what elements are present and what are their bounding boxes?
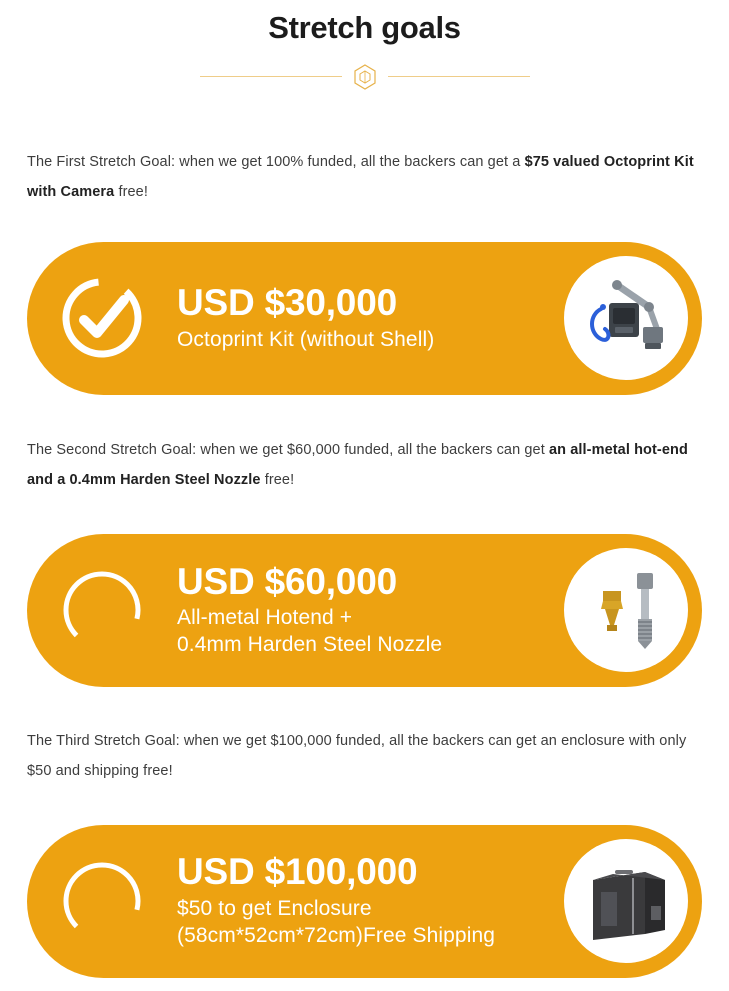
goal-description-line1: $50 to get Enclosure	[177, 897, 372, 921]
page-header	[27, 0, 702, 92]
octoprint-kit-photo	[564, 256, 688, 380]
text-segment: The Third Stretch Goal: when we get $100,000 funded, all the backers can get an enclosure with only $50 and shipping free!	[27, 732, 687, 780]
goal-bar-60000	[27, 534, 702, 687]
partial-circle-icon	[27, 859, 177, 943]
goal-amount: USD $60,000	[177, 560, 397, 602]
goal-amount: USD $100,000	[177, 851, 418, 893]
text-segment-bold: $75 valued Octoprint Kit with Camera	[27, 154, 694, 201]
divider-line-right	[388, 76, 530, 77]
second-goal-text	[27, 395, 702, 496]
text-segment: free!	[114, 184, 148, 201]
goal-description-line2: 0.4mm Harden Steel Nozzle	[177, 633, 443, 657]
goal-description-line2: (58cm*52cm*72cm)Free Shipping	[177, 923, 496, 947]
goal-description-line1: All-metal Hotend +	[177, 606, 353, 630]
nozzle-photo	[564, 548, 688, 672]
goal-bar-30000	[27, 242, 702, 395]
goal-amount: USD $30,000	[177, 282, 397, 324]
divider-line-left	[200, 76, 342, 77]
first-goal-text	[27, 92, 702, 208]
text-segment: The First Stretch Goal: when we get 100% funded, all the backers can get a	[27, 154, 525, 170]
goal-bar-100000	[27, 825, 702, 978]
goal-description-line1: Octoprint Kit (without Shell)	[177, 327, 435, 351]
enclosure-photo	[564, 839, 688, 963]
text-segment-bold: an all-metal hot-end and a 0.4mm Harden Steel Nozzle	[27, 441, 688, 489]
third-goal-text	[27, 687, 702, 787]
partial-circle-icon	[27, 568, 177, 652]
text-segment: The Second Stretch Goal: when we get $60,000 funded, all the backers can get	[27, 441, 549, 458]
text-segment: free!	[260, 472, 295, 489]
page-title: Stretch goals	[268, 10, 461, 45]
gem-icon	[350, 62, 380, 92]
divider	[200, 62, 530, 92]
check-circle-icon	[27, 276, 177, 360]
